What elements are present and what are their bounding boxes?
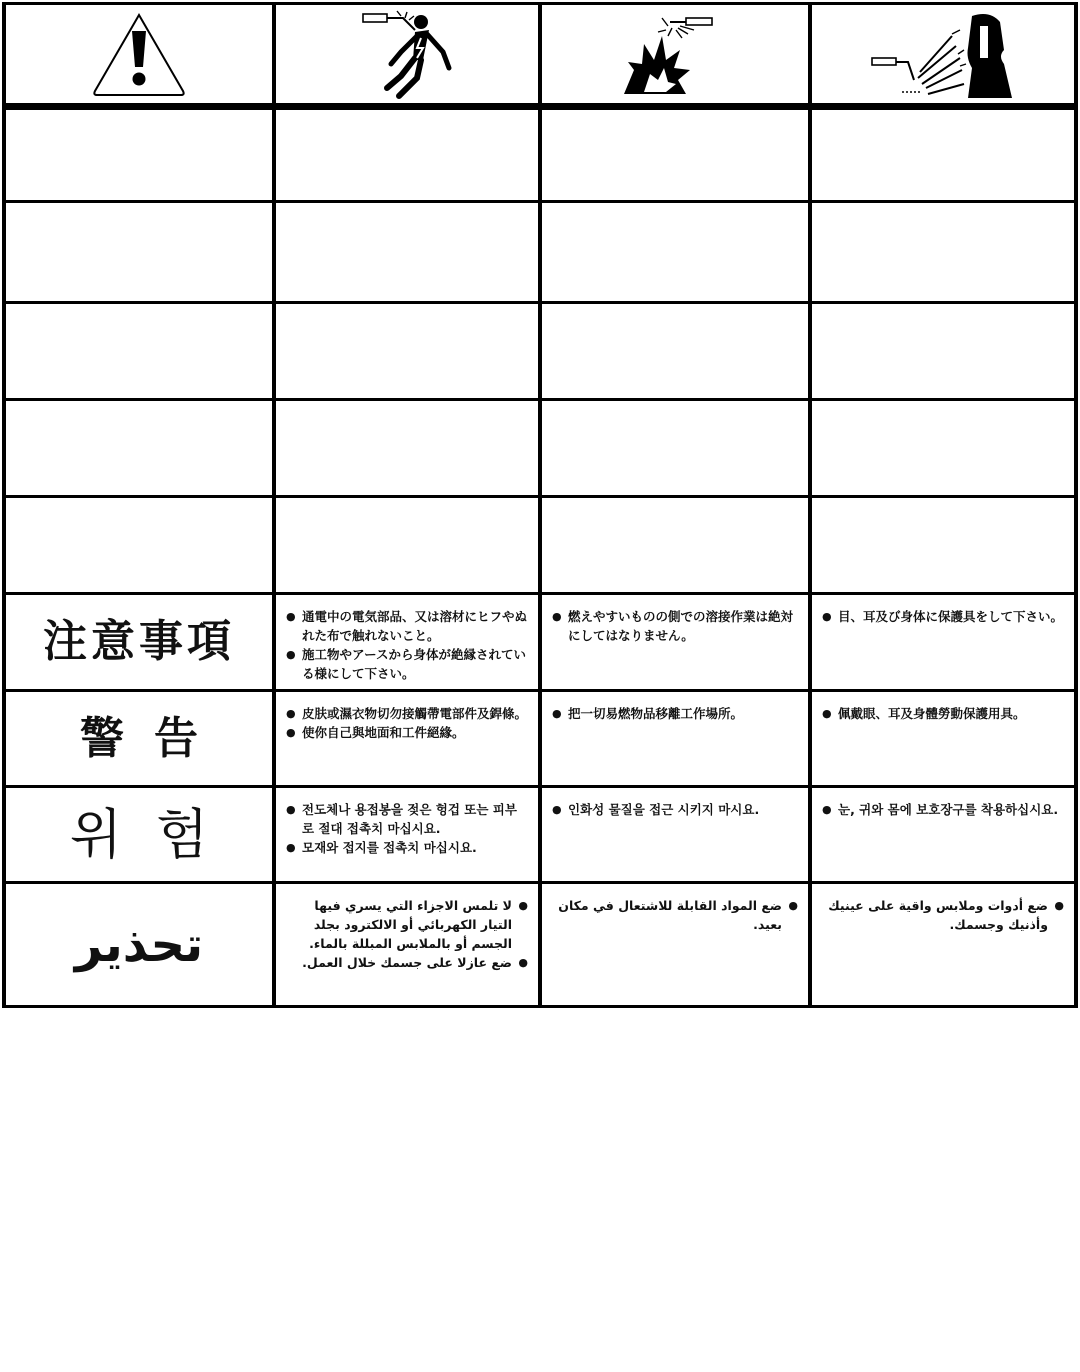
label-cell-korean bbox=[6, 788, 272, 881]
cell-japanese-arc bbox=[812, 595, 1074, 689]
bullet-item: ● 모재와 접지를 접촉치 마십시요. bbox=[286, 838, 528, 857]
bullet-item: ● ضع المواد القابلة للاشتعال في مكان بعيد. bbox=[552, 896, 798, 934]
cell-korean-arc bbox=[812, 788, 1074, 881]
empty-row-cell bbox=[6, 498, 272, 592]
warning-triangle-icon bbox=[91, 11, 187, 97]
arc-rays-face-shield-icon bbox=[868, 8, 1018, 100]
bullet-item: ● ضع عازلا على جسمك خلال العمل. bbox=[286, 953, 528, 972]
bullet-item: ● 인화성 물질을 접근 시키지 마시요. bbox=[552, 800, 798, 819]
cell-chinese-fire bbox=[542, 692, 808, 785]
bullet-item: ● 通電中の電気部品、又は溶材にヒフやぬれた布で触れないこと。 bbox=[286, 607, 528, 645]
cell-chinese-shock bbox=[276, 692, 538, 785]
bullet-item: ● 佩戴眼、耳及身體勞動保護用具。 bbox=[822, 704, 1064, 723]
empty-row-cell bbox=[6, 203, 272, 301]
cell-japanese-fire bbox=[542, 595, 808, 689]
label-cell-arabic bbox=[6, 884, 272, 1005]
empty-row-cell bbox=[6, 304, 272, 398]
warning-label-arabic: تحذير bbox=[74, 916, 204, 973]
cell-japanese-shock bbox=[276, 595, 538, 689]
warning-label-chinese: 警告 bbox=[80, 712, 228, 764]
header-cell-warning bbox=[6, 5, 272, 103]
warning-label-korean: 위험 bbox=[69, 802, 243, 866]
cell-korean-fire bbox=[542, 788, 808, 881]
cell-arabic-shock bbox=[276, 884, 538, 1005]
cell-korean-shock bbox=[276, 788, 538, 881]
bullet-item: ● 눈, 귀와 몸에 보호장구를 착용하십시요. bbox=[822, 800, 1064, 819]
bullet-item: ● 施工物やアースから身体が絶縁されている様にして下さい。 bbox=[286, 645, 528, 683]
electric-shock-icon bbox=[357, 8, 457, 100]
bullet-item: ● ضع أدوات وملابس واقية على عينيك وأذنيك وجسمك. bbox=[822, 896, 1064, 934]
header-cell-shock bbox=[276, 5, 538, 103]
grid-line bbox=[2, 103, 1078, 110]
safety-warning-table bbox=[2, 2, 1078, 1008]
bullet-item: ● 使你自己與地面和工件絕緣。 bbox=[286, 723, 528, 742]
header-cell-fire bbox=[542, 5, 808, 103]
cell-chinese-arc bbox=[812, 692, 1074, 785]
cell-arabic-arc bbox=[812, 884, 1074, 1005]
header-cell-arc-rays bbox=[812, 5, 1074, 103]
bullet-item: ● 皮肤或濕衣物切勿接觸帶電部件及銲條。 bbox=[286, 704, 528, 723]
bullet-item: ● لا تلمس الاجزاء التي يسري فيها التيار الكهربائي أو الالكترود بجلد الجسم أو بالملابس المبللة بالماء. bbox=[286, 896, 528, 953]
empty-row-cell bbox=[6, 401, 272, 495]
fire-explosion-icon bbox=[620, 8, 730, 100]
bullet-item: ● 目、耳及び身体に保護具をして下さい。 bbox=[822, 607, 1064, 626]
empty-row-cell bbox=[6, 110, 272, 200]
label-cell-chinese bbox=[6, 692, 272, 785]
bullet-item: ● 전도체나 용접봉을 젖은 헝겁 또는 피부로 절대 접촉치 마십시요. bbox=[286, 800, 528, 838]
warning-label-japanese: 注意事項 bbox=[43, 616, 235, 667]
bullet-item: ● 把一切易燃物品移離工作場所。 bbox=[552, 704, 798, 723]
cell-arabic-fire bbox=[542, 884, 808, 1005]
bullet-item: ● 燃えやすいものの側での溶接作業は絶対にしてはなりません。 bbox=[552, 607, 798, 645]
grid-line bbox=[1074, 2, 1078, 1008]
label-cell-japanese bbox=[6, 595, 272, 689]
grid-line bbox=[2, 1005, 1078, 1008]
